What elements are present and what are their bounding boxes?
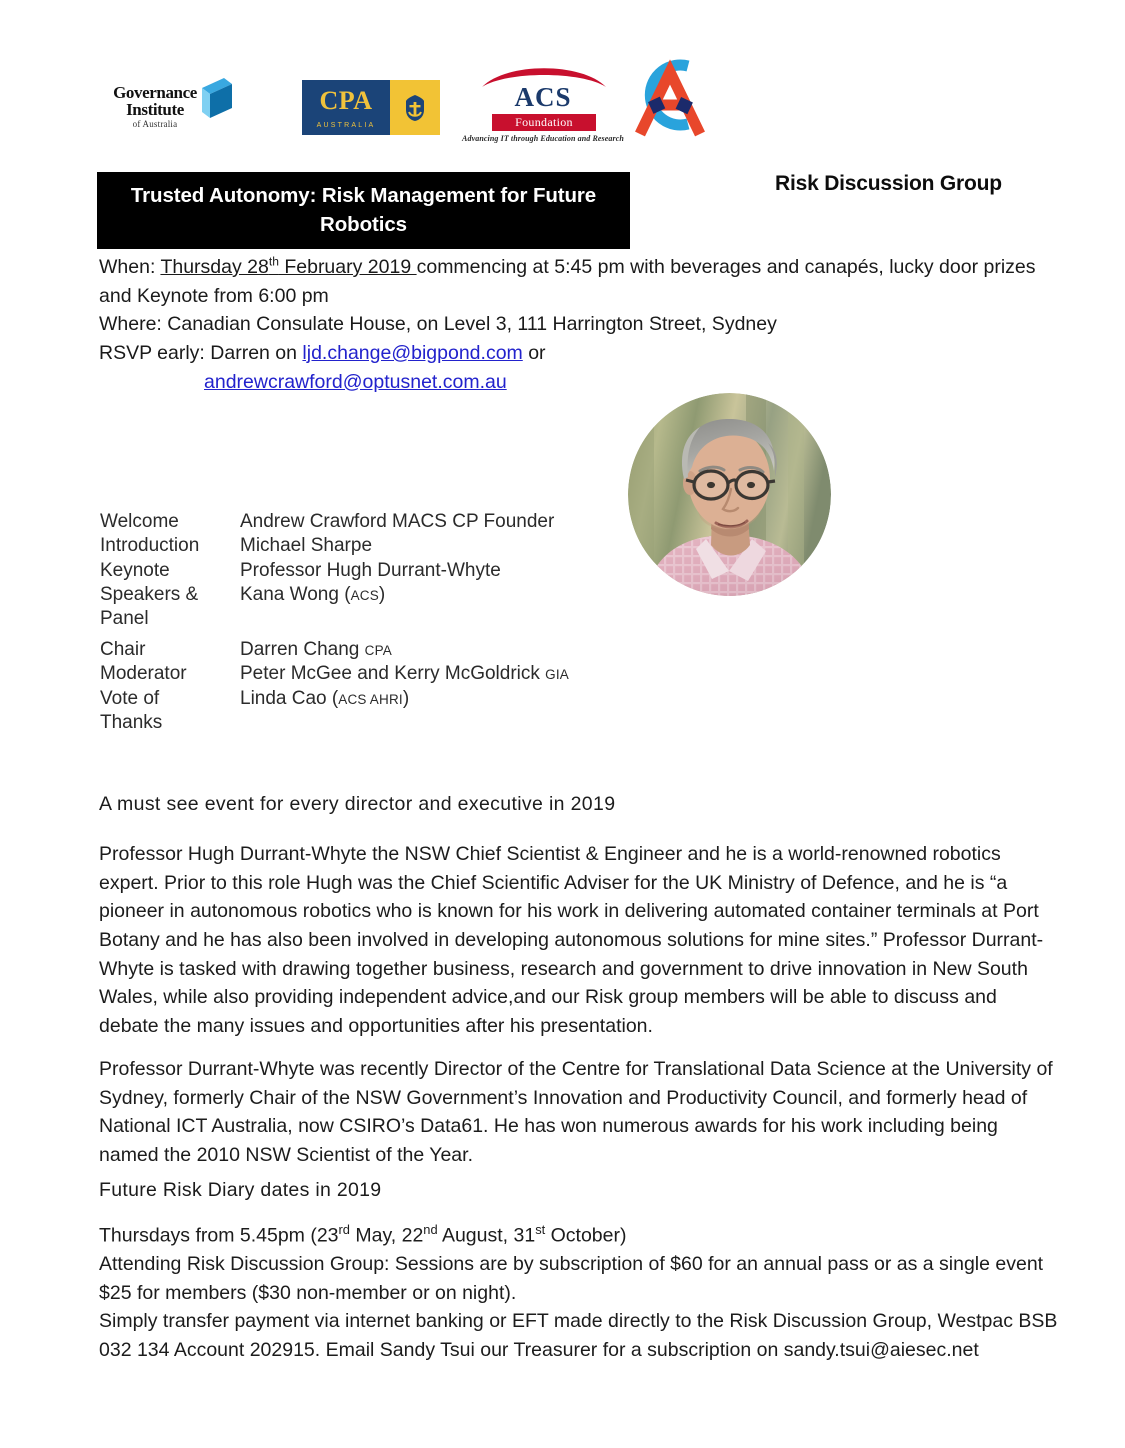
when-date-rest: February 2019 bbox=[278, 256, 417, 278]
dates-ordinal-1: rd bbox=[338, 1222, 350, 1237]
table-row bbox=[100, 687, 569, 711]
event-title-banner bbox=[97, 172, 630, 249]
table-row bbox=[100, 534, 554, 558]
role-person-close: ) bbox=[402, 687, 410, 709]
table-row bbox=[100, 583, 554, 607]
cpa-subtitle: AUSTRALIA bbox=[316, 122, 376, 129]
acs-foundation-logo bbox=[452, 66, 634, 144]
event-where-line bbox=[99, 310, 1059, 339]
role-person-name: Darren Chang bbox=[240, 639, 365, 660]
gia-line-1: Governance bbox=[113, 83, 197, 102]
where-label: Where: bbox=[99, 313, 162, 336]
rsvp-or: or bbox=[522, 341, 546, 364]
table-row bbox=[100, 662, 569, 686]
acs-wordmark: ACS bbox=[514, 82, 572, 112]
program-roles-primary bbox=[100, 510, 554, 632]
cpa-blue-panel bbox=[302, 80, 390, 135]
bio-paragraph-1: Professor Hugh Durrant-Whyte the NSW Chief Scientist & Engineer and he is a world-renowned robotics expert. Prior to this role Hugh was the Chief Scientific Adviser for the UK Ministry of Defence, and he is “a pioneer in autonomous robotics who is known for his work in delivering automated container terminals at Port Botany and he has also been involved in developing autonomous solutions for mine sites.” Professor Durrant-Whyte is tasked with drawing together business, research and government to drive innovation in New South Wales, while also providing independent advice,and our Risk group members will be able to discuss and debate the many issues and opportunities after his presentation. bbox=[99, 843, 1044, 1037]
role-person-name: Kana Wong ( bbox=[240, 583, 351, 605]
when-date bbox=[160, 256, 416, 278]
risk-discussion-group-title: Risk Discussion Group bbox=[775, 172, 1002, 195]
rsvp-label: RSVP early: bbox=[99, 341, 205, 364]
role-person: Professor Hugh Durrant-Whyte bbox=[240, 559, 501, 581]
event-title-text: Trusted Autonomy: Risk Management for Future Robotics bbox=[130, 184, 597, 237]
payment-info: Simply transfer payment via internet banking or EFT made directly to the Risk Discussion Group, Westpac BSB 032 134 Account 202915. Email Sandy Tsui our Treasurer for a subscription on sandy.tsui@aiesec.net bbox=[99, 1310, 1058, 1362]
role-person-affiliation: ACS bbox=[350, 587, 379, 603]
speaker-portrait bbox=[628, 393, 831, 596]
gia-line-3: of Australia bbox=[132, 119, 178, 129]
role-label: Introduction bbox=[100, 535, 200, 557]
role-person bbox=[240, 638, 569, 662]
future-dates-line bbox=[99, 1221, 1061, 1250]
when-date-day: Thursday 28 bbox=[160, 256, 269, 278]
where-value: Canadian Consulate House, on Level 3, 111 Harrington Street, Sydney bbox=[161, 313, 777, 336]
future-dates-block bbox=[99, 1221, 1061, 1365]
role-label: Keynote bbox=[100, 559, 170, 581]
role-person-affiliation: GIA bbox=[545, 667, 570, 683]
rsvp-value: Darren on bbox=[204, 341, 303, 364]
event-when-line bbox=[99, 253, 1059, 310]
logo-strip bbox=[0, 0, 1125, 160]
dates-mid-1: May, 22 bbox=[349, 1224, 424, 1247]
intro-line: A must see event for every director and executive in 2019 bbox=[99, 793, 616, 815]
cpa-gold-panel bbox=[390, 80, 440, 135]
attending-info: Attending Risk Discussion Group: Sessions are by subscription of $60 for an annual pass or as a single event $25 for members ($30 non-member or on night). bbox=[99, 1253, 1044, 1304]
role-person-close: ) bbox=[378, 583, 386, 605]
role-person-name: Peter McGee and Kerry McGoldrick bbox=[240, 663, 546, 685]
future-dates-heading: Future Risk Diary dates in 2019 bbox=[99, 1179, 382, 1201]
speaker-portrait-image bbox=[628, 393, 831, 596]
when-label: When: bbox=[99, 256, 156, 278]
role-label: Moderator bbox=[100, 663, 187, 685]
role-person bbox=[240, 662, 569, 686]
rsvp-email-link-1[interactable]: ljd.change@bigpond.com bbox=[302, 341, 523, 364]
role-person: Andrew Crawford MACS CP Founder bbox=[240, 511, 555, 532]
event-rsvp-line bbox=[99, 339, 1059, 396]
role-label: Panel bbox=[100, 608, 149, 630]
table-row bbox=[100, 607, 554, 631]
cpa-letters: CPA bbox=[319, 86, 373, 115]
event-details-block bbox=[99, 253, 1059, 396]
dates-ordinal-2: nd bbox=[423, 1222, 438, 1237]
crest-icon bbox=[404, 94, 426, 122]
dates-ordinal-3: st bbox=[535, 1222, 546, 1237]
governance-institute-logo bbox=[100, 78, 232, 140]
role-label: Speakers & bbox=[100, 583, 199, 605]
role-label: Vote of bbox=[100, 687, 160, 709]
table-row bbox=[100, 559, 554, 583]
ca-monogram-logo bbox=[626, 52, 710, 140]
role-person-name: Linda Cao ( bbox=[240, 687, 339, 709]
role-person bbox=[240, 607, 554, 631]
role-person bbox=[240, 687, 569, 711]
when-rest: commencing at 5:45 pm with beverages and canapés, lucky door prizes and Keynote from 6:00 pm bbox=[99, 256, 1036, 307]
acs-foundation-band: Foundation bbox=[492, 114, 596, 131]
when-date-ordinal: th bbox=[268, 254, 279, 269]
gia-line-2: Institute bbox=[126, 100, 184, 119]
role-person: Michael Sharpe bbox=[240, 535, 373, 557]
dates-mid-2: August, 31 bbox=[437, 1224, 536, 1247]
rsvp-email-link-2[interactable]: andrewcrawford@optusnet.com.au bbox=[204, 370, 507, 393]
cpa-australia-logo bbox=[302, 80, 440, 135]
table-row bbox=[100, 711, 569, 735]
governance-institute-wordmark bbox=[100, 84, 210, 129]
role-person bbox=[240, 583, 554, 607]
role-label: Thanks bbox=[100, 711, 163, 733]
role-label: Welcome bbox=[100, 511, 179, 532]
cube-icon bbox=[198, 78, 232, 118]
program-roles-secondary bbox=[100, 638, 569, 735]
acs-tagline: Advancing IT through Education and Research bbox=[462, 134, 624, 143]
table-row bbox=[100, 510, 554, 534]
dates-prefix: Thursdays from 5.45pm (23 bbox=[99, 1224, 339, 1247]
role-label: Chair bbox=[100, 639, 146, 660]
bio-paragraph-2: Professor Durrant-Whyte was recently Director of the Centre for Translational Data Science at the University of Sydney, formerly Chair of the NSW Government’s Innovation and Productivity Council, and formerly head of National ICT Australia, now CSIRO’s Data61. He has won numerous awards for his work including being named the 2010 NSW Scientist of the Year. bbox=[99, 1058, 1053, 1166]
table-row bbox=[100, 638, 569, 662]
dates-suffix: October) bbox=[545, 1224, 627, 1247]
role-person bbox=[240, 711, 569, 735]
ca-monogram-icon bbox=[626, 52, 710, 140]
role-person-affiliation: ACS AHRI bbox=[338, 691, 403, 707]
role-person-affiliation: CPA bbox=[364, 643, 392, 658]
